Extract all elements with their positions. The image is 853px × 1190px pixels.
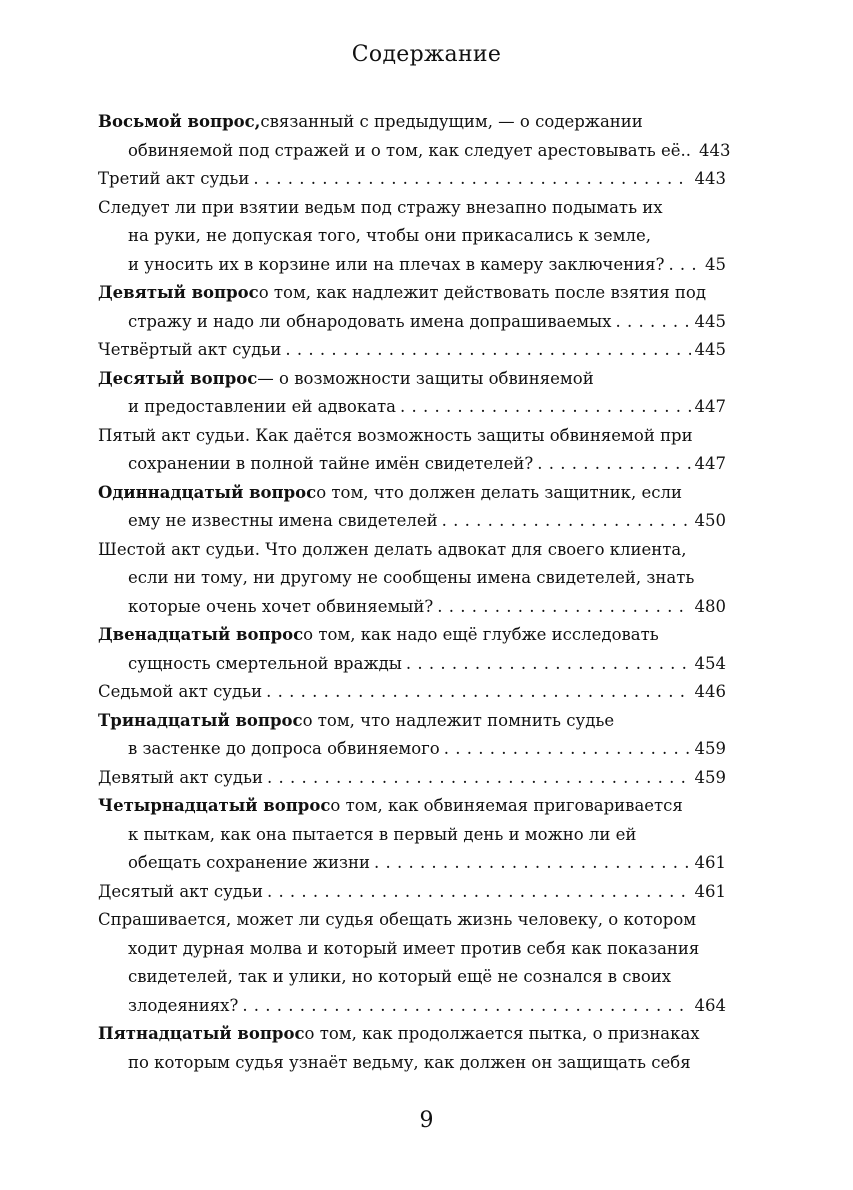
toc-entry-text: которые очень хочет обвиняемый?: [128, 596, 434, 616]
toc-entry-text: Седьмой акт судьи: [98, 682, 263, 701]
toc-page-number: 443: [694, 169, 726, 188]
toc-leader-dots: [285, 336, 690, 365]
toc-leader-dots: [615, 308, 690, 337]
toc-entry: [98, 678, 726, 707]
toc-page-number: 464: [694, 995, 726, 1015]
toc-entry-line: [98, 906, 726, 935]
toc-entry: [98, 764, 726, 793]
toc-leader-dots: [374, 849, 691, 878]
toc-entry-heading: Пятнадцатый вопрос: [98, 1024, 305, 1043]
toc-entry-text: стражу и надо ли обнародовать имена допрашиваемых: [128, 311, 612, 331]
toc-entry: [98, 165, 726, 194]
toc-page-number: 447: [694, 397, 726, 416]
toc-page-number: 459: [694, 739, 726, 758]
toc-entry: [98, 906, 726, 1020]
toc-entry-text: связанный с предыдущим, — о содержании: [260, 112, 643, 131]
page-title: Содержание: [351, 42, 502, 67]
toc-entry-line: [98, 593, 726, 622]
toc-entry-heading: Одиннадцатый вопрос: [98, 482, 317, 502]
toc-entry-line: [98, 935, 726, 964]
toc-entry-text: о том, как продолжается пытка, о признаках: [304, 1024, 700, 1043]
toc-entry-line: [98, 308, 726, 337]
toc-entry-text: Шестой акт судьи. Что должен делать адвокат для своего клиента,: [98, 539, 687, 559]
toc-entry-text: Десятый акт судьи: [98, 881, 263, 901]
toc-page-number: 461: [694, 853, 726, 872]
toc-entry-line: [98, 137, 731, 166]
toc-entry: [98, 536, 726, 622]
toc-entry-text: к пыткам, как она пытается в первый день и можно ли ей: [128, 824, 637, 844]
toc-entry-line: [98, 393, 726, 422]
toc-page-number: 443: [699, 140, 731, 160]
toc-page-number: 445: [694, 311, 726, 331]
toc-entry-line: [98, 621, 726, 650]
toc-entry-text: о том, как обвиняемая приговаривается: [330, 796, 683, 815]
toc-entry-line: [98, 422, 726, 451]
toc-page-number: 459: [694, 767, 726, 787]
toc-entry-line: [98, 963, 726, 992]
toc-entry: [98, 422, 726, 479]
toc-entry-line: [98, 222, 726, 251]
toc-entry: [98, 279, 726, 336]
toc-entry-text: Следует ли при взятии ведьм под стражу внезапно подымать их: [98, 197, 663, 217]
toc-leader-dots: [400, 393, 691, 422]
toc-entry-text: Пятый акт судьи. Как даётся возможность защиты обвиняемой при: [98, 425, 693, 445]
toc-entry: [98, 194, 726, 280]
toc-entry-text: обещать сохранение жизни: [128, 853, 370, 872]
toc-entry-text: Спрашивается, может ли судья обещать жизнь человеку, о котором: [98, 910, 697, 929]
toc-entry-line: [98, 792, 726, 821]
toc-entry-text: свидетелей, так и улики, но который ещё не сознался в своих: [128, 967, 672, 986]
toc-entry-line: [98, 1020, 726, 1049]
toc-leader-dots: [267, 878, 691, 907]
toc-entry-line: [98, 479, 726, 508]
toc-entry-line: [98, 821, 726, 850]
toc-page-number: 45: [705, 254, 726, 274]
toc-entry-heading: Восьмой вопрос,: [98, 112, 261, 131]
toc-entry-text: о том, как надлежит действовать после взятия под: [258, 283, 707, 302]
toc-leader-dots: [437, 593, 690, 622]
toc-entry-line: [98, 507, 726, 536]
toc-page-number: 446: [694, 682, 726, 701]
toc-leader-dots: [406, 650, 691, 679]
toc-entry-text: если ни тому, ни другому не сообщены имена свидетелей, знать: [128, 568, 695, 587]
toc-entry-line: [98, 1049, 726, 1078]
toc-entry-text: и предоставлении ей адвоката: [128, 397, 396, 416]
toc-entry-line: [98, 735, 726, 764]
toc-entry-line: [98, 194, 726, 223]
toc-entry-line: [98, 678, 726, 707]
toc-entry-text: Девятый акт судьи: [98, 767, 263, 787]
toc-entry-line: [98, 536, 726, 565]
toc-entry-line: [98, 707, 726, 736]
toc-entry-line: [98, 849, 726, 878]
toc-entry: [98, 878, 726, 907]
toc-leader-dots: [253, 165, 690, 194]
toc-entry-text: о том, что надлежит помнить судье: [302, 710, 615, 730]
toc-entry-text: на руки, не допуская того, чтобы они прикасались к земле,: [128, 226, 651, 245]
toc-leader-dots: [668, 251, 701, 280]
toc-entry: [98, 621, 726, 678]
toc-page-number: 454: [694, 653, 726, 673]
toc-page-number: 447: [694, 454, 726, 473]
toc-entry: [98, 365, 726, 422]
toc-entry: [98, 792, 726, 878]
toc-entry: [98, 336, 726, 365]
toc-entry: [98, 108, 731, 165]
toc-entry-heading: Четырнадцатый вопрос: [98, 796, 331, 815]
toc-entry-text: ему не известны имена свидетелей: [128, 511, 438, 530]
toc-page-number: 450: [694, 511, 726, 530]
toc-entry-line: [98, 764, 726, 793]
toc-entry-text: сохранении в полной тайне имён свидетелей?: [128, 454, 534, 473]
toc-entry-text: — о возможности защиты обвиняемой: [257, 368, 594, 388]
toc-entry-line: [98, 650, 726, 679]
toc-entry-heading: Тринадцатый вопрос: [98, 710, 303, 730]
toc-entry-line: [98, 992, 726, 1021]
toc-entry: [98, 479, 726, 536]
toc-entry-line: [98, 165, 726, 194]
toc-page-number: 445: [694, 340, 726, 359]
toc-entry-text: Четвёртый акт судьи: [98, 340, 282, 359]
toc-entry-line: [98, 450, 726, 479]
toc-leader-dots: [537, 450, 690, 479]
toc-entry-text: злодеяниях?: [128, 995, 239, 1015]
toc-entry-text: о том, как надо ещё глубже исследовать: [303, 625, 659, 644]
toc-page-number: 480: [694, 596, 726, 616]
toc-entry-text: Третий акт судьи: [98, 169, 250, 188]
toc-entry-line: [98, 365, 726, 394]
toc-entry-text: обвиняемой под стражей и о том, как следует арестовывать её..: [128, 140, 692, 160]
toc-leader-dots: [267, 764, 691, 793]
toc-entry-text: в застенке до допроса обвиняемого: [128, 739, 440, 758]
toc-entry-line: [98, 564, 726, 593]
toc-entry-heading: Двенадцатый вопрос: [98, 625, 304, 644]
toc-entry-text: по которым судья узнаёт ведьму, как должен он защищать себя: [128, 1052, 691, 1072]
toc-leader-dots: [242, 992, 690, 1021]
toc-entry-line: [98, 279, 726, 308]
toc-entry-heading: Десятый вопрос: [98, 368, 258, 388]
toc-entry-line: [98, 108, 726, 137]
toc-entry-text: о том, что должен делать защитник, если: [316, 482, 682, 502]
toc-entry-line: [98, 251, 726, 280]
table-of-contents: [98, 108, 731, 1077]
toc-entry-line: [98, 878, 726, 907]
toc-entry-heading: Девятый вопрос: [98, 283, 259, 302]
toc-entry: [98, 1020, 726, 1077]
toc-entry-text: и уносить их в корзине или на плечах в камеру заключения?: [128, 254, 665, 274]
toc-page-number: 461: [694, 881, 726, 901]
toc-leader-dots: [442, 507, 691, 536]
toc-leader-dots: [266, 678, 690, 707]
toc-leader-dots: [444, 735, 691, 764]
page-number: 9: [419, 1108, 434, 1133]
toc-entry: [98, 707, 726, 764]
toc-entry-line: [98, 336, 726, 365]
toc-entry-text: ходит дурная молва и который имеет против себя как показания: [128, 938, 700, 958]
toc-entry-text: сущность смертельной вражды: [128, 653, 402, 673]
